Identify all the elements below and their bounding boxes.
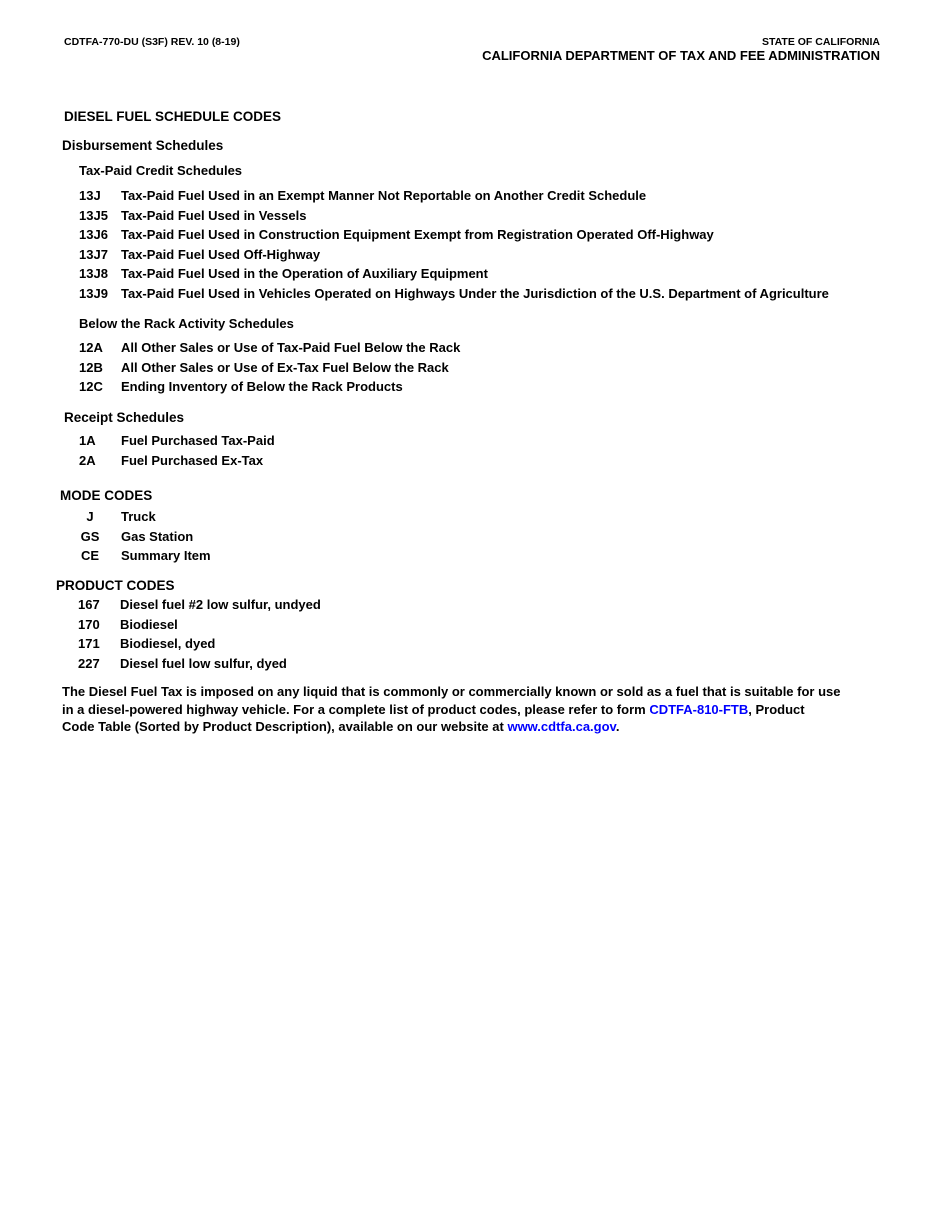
schedule-description: Ending Inventory of Below the Rack Products	[121, 379, 403, 394]
link-cdtfa-website[interactable]: www.cdtfa.ca.gov	[507, 719, 616, 734]
mode-code: CE	[80, 548, 100, 563]
mode-code-row	[79, 546, 211, 566]
schedule-code: 13J8	[79, 266, 108, 281]
product-code-row	[78, 615, 321, 635]
schedule-description: Tax-Paid Fuel Used Off-Highway	[121, 246, 321, 262]
diesel-fuel-tax-note	[62, 683, 841, 736]
form-number: CDTFA-770-DU (S3F) REV. 10 (8-19)	[64, 36, 240, 48]
below-the-rack-schedule-list	[79, 338, 460, 397]
note-line	[62, 683, 841, 701]
schedule-description: All Other Sales or Use of Tax-Paid Fuel Below the Rack	[121, 340, 461, 355]
product-code: 171	[78, 636, 100, 651]
mode-description: Truck	[121, 509, 156, 524]
note-text: Code Table (Sorted by Product Description), available on our website at	[62, 719, 508, 734]
product-code-row	[78, 634, 321, 654]
mode-description: Gas Station	[121, 528, 194, 544]
schedule-row	[79, 284, 829, 304]
mode-code: J	[86, 509, 94, 524]
schedule-row	[79, 451, 275, 471]
schedule-code: 13J6	[79, 227, 108, 242]
product-code-row	[78, 595, 321, 615]
schedule-code: 12C	[79, 379, 103, 394]
product-code-row	[78, 654, 321, 674]
page-title: DIESEL FUEL SCHEDULE CODES	[64, 109, 282, 124]
note-line	[62, 701, 841, 719]
department-label: CALIFORNIA DEPARTMENT OF TAX AND FEE ADMINISTRATION	[482, 48, 880, 63]
schedule-description: Tax-Paid Fuel Used in Construction Equipment Exempt from Registration Operated Off-Highway	[121, 227, 714, 242]
schedule-row	[79, 245, 829, 265]
schedule-row	[79, 186, 829, 206]
schedule-description: Fuel Purchased Ex-Tax	[121, 452, 264, 468]
product-code: 170	[78, 616, 100, 632]
mode-code-list	[79, 507, 211, 566]
heading-receipt-schedules: Receipt Schedules	[64, 410, 185, 425]
schedule-code: 2A	[79, 452, 96, 468]
product-description: Biodiesel, dyed	[120, 636, 216, 651]
mode-code-row	[79, 507, 211, 527]
product-code: 227	[78, 655, 100, 671]
schedule-description: All Other Sales or Use of Ex-Tax Fuel Below the Rack	[121, 359, 449, 375]
mode-code: GS	[80, 528, 100, 544]
schedule-code: 12A	[79, 340, 103, 355]
product-description: Diesel fuel #2 low sulfur, undyed	[120, 597, 321, 612]
product-code: 167	[78, 597, 100, 612]
schedule-row	[79, 225, 829, 245]
schedule-description: Tax-Paid Fuel Used in an Exempt Manner Not Reportable on Another Credit Schedule	[121, 188, 647, 203]
schedule-code: 13J5	[79, 207, 108, 223]
schedule-description: Fuel Purchased Tax-Paid	[121, 433, 275, 448]
receipt-schedule-list	[79, 431, 275, 470]
schedule-row	[79, 377, 460, 397]
note-text: in a diesel-powered highway vehicle. For a complete list of product codes, please refer to form	[62, 701, 650, 717]
heading-disbursement-schedules: Disbursement Schedules	[62, 138, 224, 153]
schedule-code: 1A	[79, 433, 96, 448]
schedule-code: 12B	[79, 359, 103, 375]
schedule-code: 13J	[79, 188, 101, 203]
tax-paid-credit-schedule-list	[79, 186, 829, 303]
note-text: , Product	[748, 701, 805, 717]
mode-code-row	[79, 527, 211, 547]
product-code-list	[78, 595, 321, 673]
state-label: STATE OF CALIFORNIA	[761, 36, 880, 48]
heading-mode-codes: MODE CODES	[60, 488, 153, 503]
note-text: The Diesel Fuel Tax is imposed on any liquid that is commonly or commercially known or sold as a fuel that is suitable for use	[62, 684, 841, 699]
mode-description: Summary Item	[121, 548, 211, 563]
product-description: Diesel fuel low sulfur, dyed	[120, 655, 287, 671]
schedule-code: 13J9	[79, 285, 108, 301]
schedule-code: 13J7	[79, 246, 108, 262]
schedule-description: Tax-Paid Fuel Used in Vehicles Operated on Highways Under the Jurisdiction of the U.S. Department of Agriculture	[121, 285, 829, 301]
link-cdtfa-810-ftb[interactable]: CDTFA-810-FTB	[649, 701, 749, 717]
schedule-row	[79, 264, 829, 284]
heading-product-codes: PRODUCT CODES	[56, 578, 175, 593]
heading-tax-paid-credit-schedules: Tax-Paid Credit Schedules	[79, 163, 243, 178]
product-description: Biodiesel	[120, 616, 178, 632]
schedule-description: Tax-Paid Fuel Used in the Operation of Auxiliary Equipment	[121, 266, 488, 281]
schedule-row	[79, 431, 275, 451]
schedule-row	[79, 338, 460, 358]
note-line	[62, 718, 841, 736]
header-agency-block	[482, 35, 880, 63]
schedule-row	[79, 206, 829, 226]
heading-below-the-rack-activity-schedules: Below the Rack Activity Schedules	[79, 316, 294, 331]
schedule-description: Tax-Paid Fuel Used in Vessels	[121, 207, 307, 223]
note-text: .	[615, 719, 620, 734]
schedule-row	[79, 358, 460, 378]
